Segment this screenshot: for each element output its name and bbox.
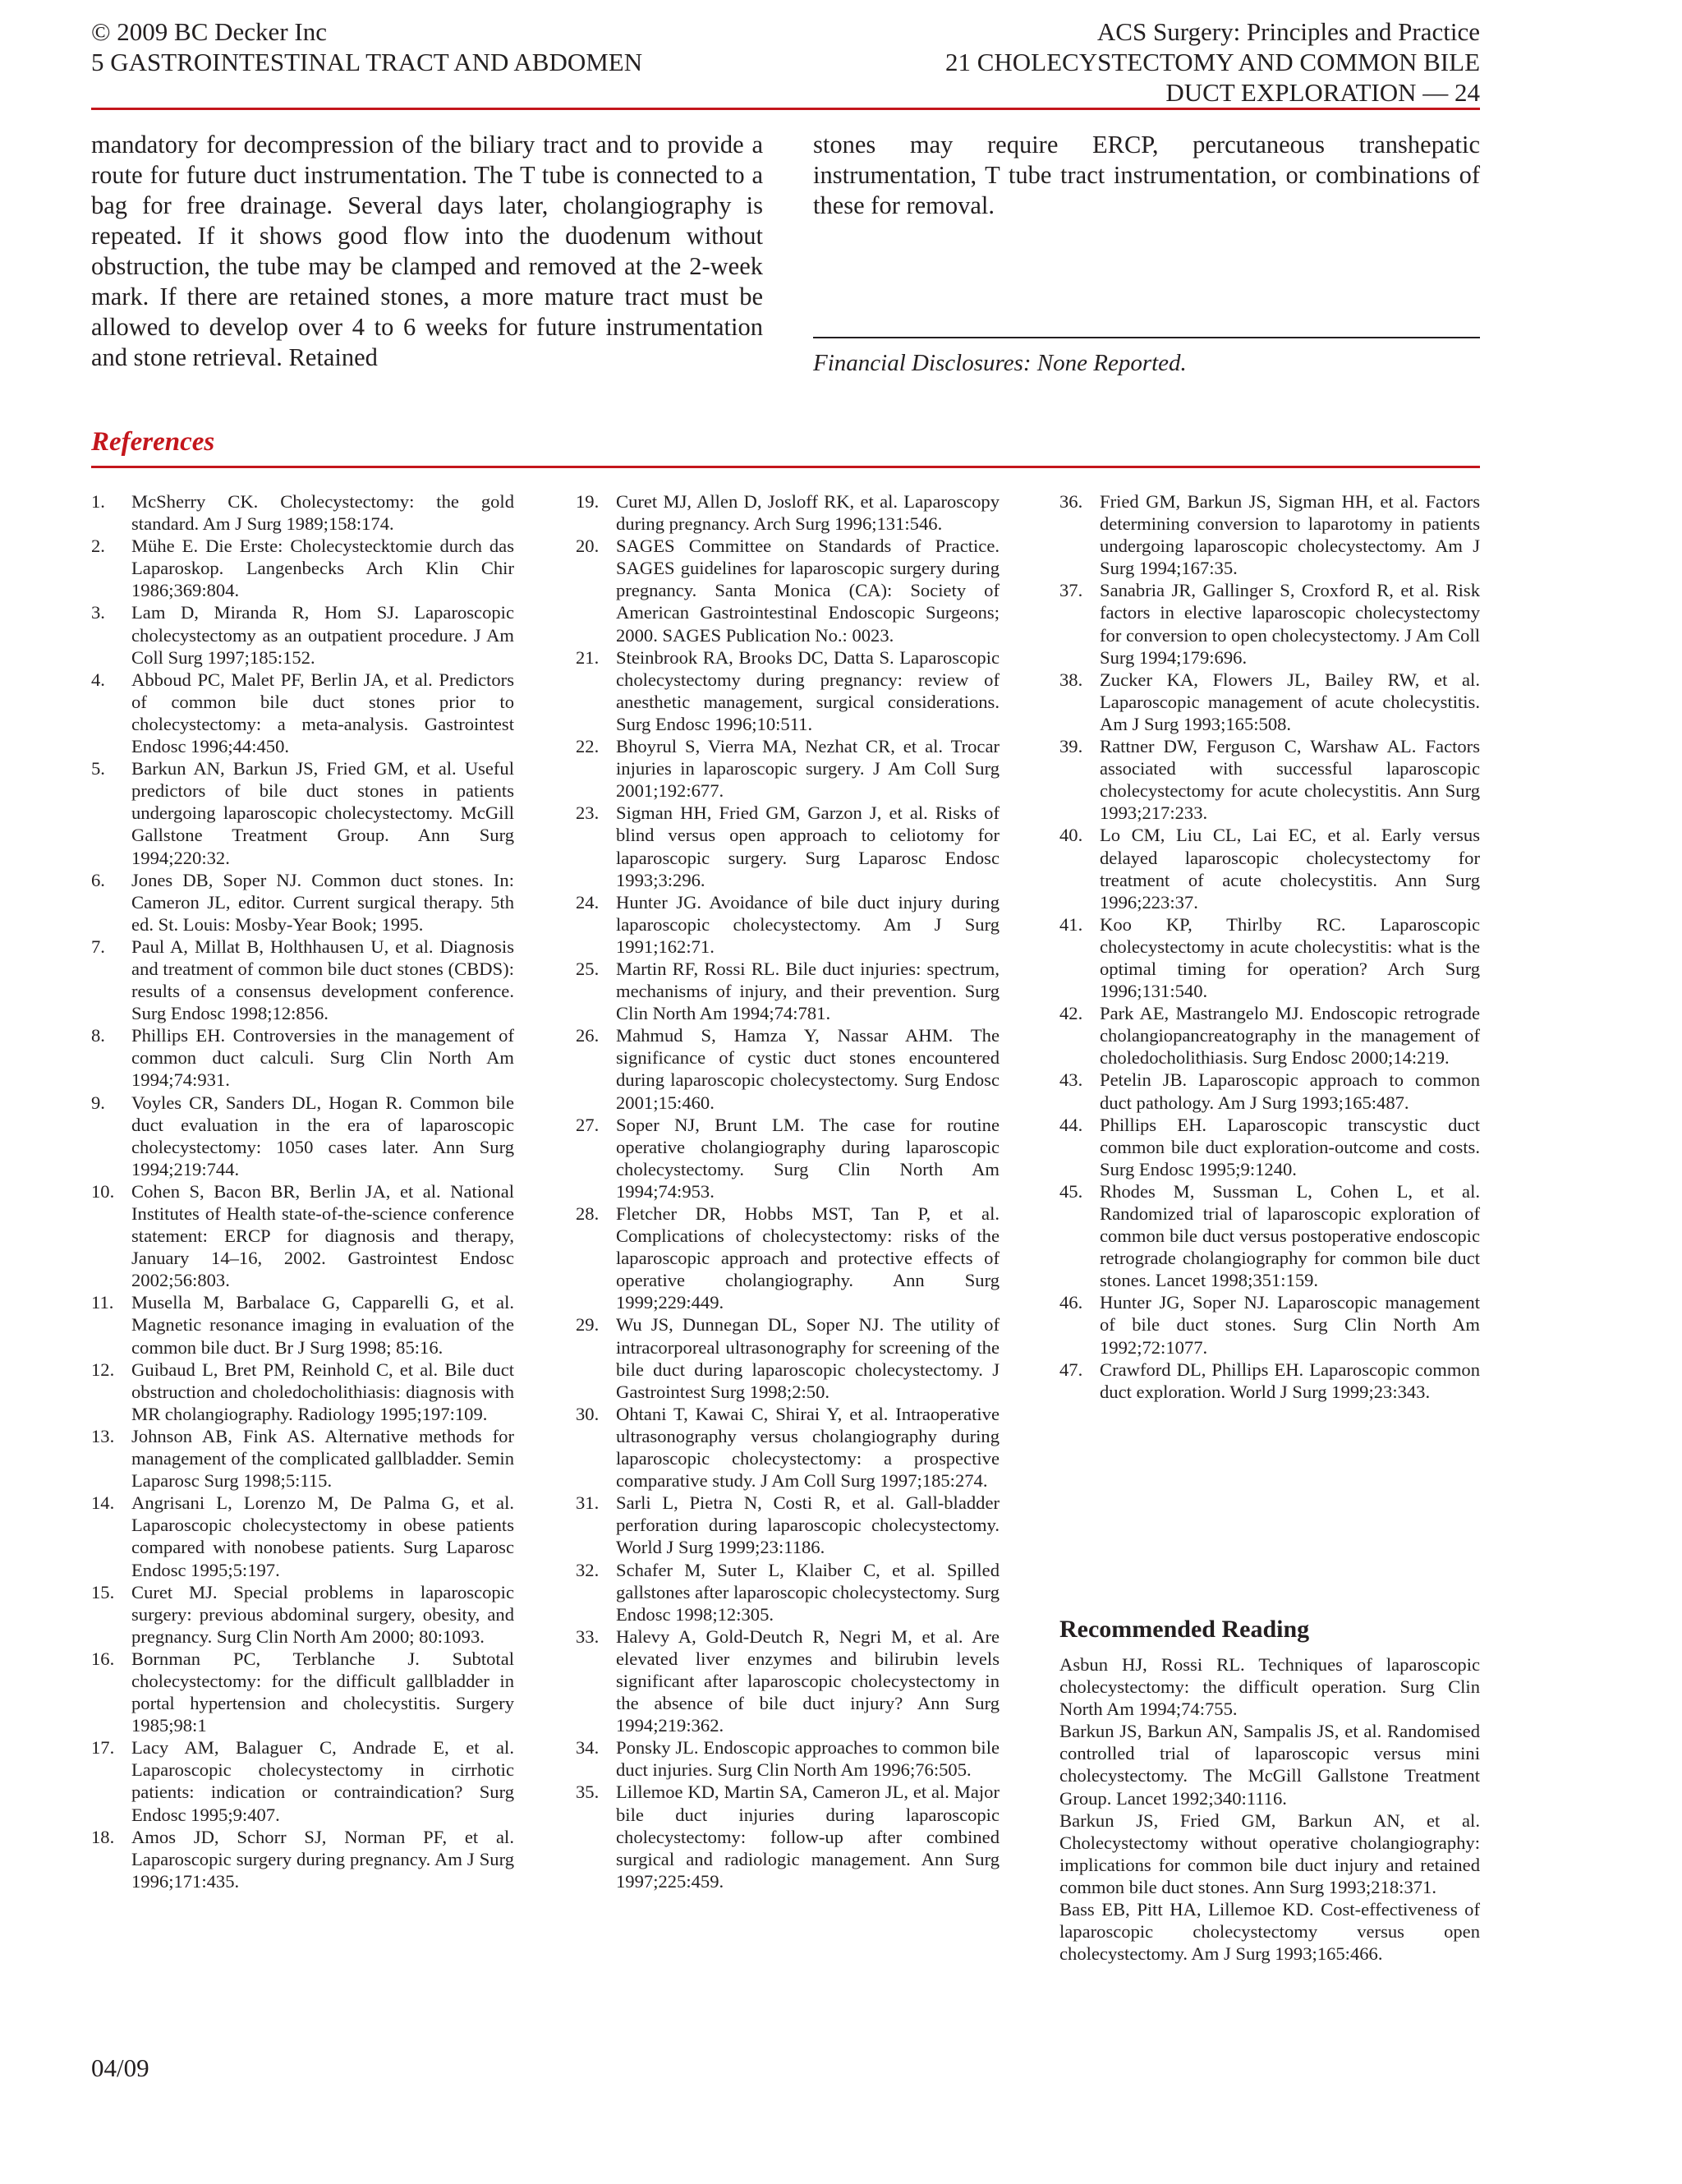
reference-text: Curet MJ, Allen D, Josloff RK, et al. Laparoscopy during pregnancy. Arch Surg 1996;131:546. <box>616 491 1000 535</box>
body-text-left: mandatory for decompression of the biliary tract and to provide a route for future duct instrumentation. The T tube is connected to a bag for free drainage. Several days later, cholangiography is repeated. If it shows good flow into the duodenum without obstruction, the tube may be clamped and removed at the 2-week mark. If there are retained stones, a more mature tract must be allowed to develop over 4 to 6 weeks for future instrumentation and stone retrieval. Retained <box>91 131 763 371</box>
reference-item <box>91 1359 514 1425</box>
reference-number: 25. <box>576 958 600 979</box>
reference-item <box>1059 1291 1480 1358</box>
reference-item <box>91 1180 514 1291</box>
reference-text: Lam D, Miranda R, Hom SJ. Laparoscopic cholecystectomy as an outpatient procedure. J Am Coll Surg 1997;185:152. <box>131 602 514 668</box>
book-title: ACS Surgery: Principles and Practice <box>1096 17 1480 46</box>
reference-text: Hunter JG. Avoidance of bile duct injury during laparoscopic cholecystectomy. Am J Surg 1991;162:71. <box>616 891 1000 957</box>
reference-item <box>91 1024 514 1091</box>
reference-item <box>91 601 514 668</box>
reference-text: McSherry CK. Cholecystectomy: the gold standard. Am J Surg 1989;158:174. <box>131 491 514 535</box>
recommended-reading-heading: Recommended Reading <box>1059 1616 1310 1643</box>
reference-item <box>1059 824 1480 913</box>
reference-item <box>576 1313 1000 1402</box>
reference-item <box>576 1114 1000 1202</box>
reference-text: Steinbrook RA, Brooks DC, Datta S. Laparoscopic cholecystectomy during pregnancy: review of anesthetic management, surgical considerations. Surg Endosc 1996;10:511. <box>616 646 1000 734</box>
reference-number: 5. <box>91 758 105 779</box>
reference-number: 16. <box>91 1648 115 1669</box>
reference-item <box>576 735 1000 802</box>
reference-text: Rattner DW, Ferguson C, Warshaw AL. Factors associated with successful laparoscopic cholecystectomy for acute cholecystitis. Ann Surg 1993;217:233. <box>1100 736 1480 824</box>
reference-text: Amos JD, Schorr SJ, Norman PF, et al. Laparoscopic surgery during pregnancy. Am J Surg 1996;171:435. <box>131 1826 514 1892</box>
reference-item <box>576 1625 1000 1736</box>
reference-item <box>576 1202 1000 1313</box>
recommended-reading-list <box>1059 1653 1480 1965</box>
reference-number: 7. <box>91 936 105 957</box>
chapter-title-line-1: 21 CHOLECYSTECTOMY AND COMMON BILE <box>944 48 1480 76</box>
reference-item <box>1059 1002 1480 1069</box>
reference-number: 46. <box>1059 1292 1083 1313</box>
references-heading: References <box>91 427 215 457</box>
reference-text: Jones DB, Soper NJ. Common duct stones. In: Cameron JL, editor. Current surgical therapy. 5th ed. St. Louis: Mosby-Year Book; 1995. <box>131 869 514 935</box>
reference-item <box>1059 1114 1480 1180</box>
reference-number: 6. <box>91 869 105 890</box>
reference-text: Phillips EH. Controversies in the management of common duct calculi. Surg Clin North Am 1994;74:931. <box>131 1025 514 1091</box>
reference-text: Cohen S, Bacon BR, Berlin JA, et al. National Institutes of Health state-of-the-science conference statement: ERCP for diagnosis and therapy, January 14–16, 2002. Gastrointest Endosc 2002;56:803. <box>131 1180 514 1291</box>
reference-text: Abboud PC, Malet PF, Berlin JA, et al. Predictors of common bile duct stones prior to cholecystectomy: a meta-analysis. Gastrointest Endosc 1996;44:450. <box>131 669 514 757</box>
reference-item <box>576 1403 1000 1492</box>
reference-item <box>1059 669 1480 735</box>
reference-item <box>576 958 1000 1024</box>
reference-item <box>576 1559 1000 1625</box>
reference-number: 42. <box>1059 1003 1083 1024</box>
reference-number: 34. <box>576 1737 600 1759</box>
reference-text: Rhodes M, Sussman L, Cohen L, et al. Randomized trial of laparoscopic exploration of common bile duct versus postoperative endoscopic retrograde cholangiography for common bile duct stones. Lancet 1998;351:159. <box>1100 1180 1480 1291</box>
reference-item <box>91 490 514 535</box>
reference-number: 47. <box>1059 1359 1083 1380</box>
reference-number: 1. <box>91 491 105 512</box>
reference-number: 28. <box>576 1203 600 1224</box>
reference-number: 23. <box>576 802 600 824</box>
reference-item <box>91 1648 514 1736</box>
reference-item <box>91 1291 514 1358</box>
reference-item <box>1059 1180 1480 1291</box>
reference-text: Wu JS, Dunnegan DL, Soper NJ. The utility of intracorporeal ultrasonography for screening of the bile duct during laparoscopic cholecystectomy. J Gastrointest Surg 1998;2:50. <box>616 1314 1000 1402</box>
reference-item <box>576 535 1000 646</box>
reference-text: Sanabria JR, Gallinger S, Croxford R, et al. Risk factors in elective laparoscopic cholecystectomy for conversion to open cholecystectomy. J Am Coll Surg 1994;179:696. <box>1100 580 1480 668</box>
section-title: 5 GASTROINTESTINAL TRACT AND ABDOMEN <box>91 48 643 76</box>
reference-number: 26. <box>576 1025 600 1046</box>
reference-text: Park AE, Mastrangelo MJ. Endoscopic retrograde cholangiopancreatography in the management of choledocholithiasis. Surg Endosc 2000;14:219. <box>1100 1003 1480 1069</box>
copyright-line: © 2009 BC Decker Inc <box>91 17 327 46</box>
reference-text: Koo KP, Thirlby RC. Laparoscopic cholecystectomy in acute cholecystitis: what is the optimal timing for operation? Arch Surg 1996;131:540. <box>1100 913 1480 1002</box>
reference-item <box>91 1581 514 1648</box>
reference-item <box>1059 1069 1480 1113</box>
reference-number: 29. <box>576 1314 600 1336</box>
reference-item <box>91 1425 514 1492</box>
reference-text: Bhoyrul S, Vierra MA, Nezhat CR, et al. Trocar injuries in laparoscopic surgery. J Am Coll Surg 2001;192:677. <box>616 736 1000 802</box>
running-header-right <box>945 16 1480 108</box>
reference-number: 21. <box>576 646 600 668</box>
references-column-1 <box>91 490 514 1892</box>
reference-text: Crawford DL, Phillips EH. Laparoscopic common duct exploration. World J Surg 1999;23:343. <box>1100 1359 1480 1402</box>
reference-text: Angrisani L, Lorenzo M, De Palma G, et al. Laparoscopic cholecystectomy in obese patients compared with nonobese patients. Surg Laparosc Endosc 1995;5:197. <box>131 1492 514 1580</box>
recommended-item: Bass EB, Pitt HA, Lillemoe KD. Cost-effectiveness of laparoscopic cholecystectomy versus open cholecystectomy. Am J Surg 1993;165:466. <box>1059 1899 1480 1965</box>
reference-item <box>91 1826 514 1892</box>
reference-number: 14. <box>91 1492 115 1514</box>
reference-item <box>576 891 1000 958</box>
reference-text: Fried GM, Barkun JS, Sigman HH, et al. Factors determining conversion to laparotomy in patients undergoing laparoscopic cholecystectomy. Am J Surg 1994;167:35. <box>1100 491 1480 579</box>
reference-number: 18. <box>91 1826 115 1847</box>
reference-text: Zucker KA, Flowers JL, Bailey RW, et al. Laparoscopic management of acute cholecystitis. Am J Surg 1993;165:508. <box>1100 669 1480 734</box>
reference-item <box>1059 735 1480 824</box>
reference-number: 2. <box>91 536 105 557</box>
reference-text: Ohtani T, Kawai C, Shirai Y, et al. Intraoperative ultrasonography versus cholangiography during laparoscopic cholecystectomy: a prospective comparative study. J Am Coll Surg 1997;185:274. <box>616 1403 1000 1492</box>
reference-item <box>1059 490 1480 579</box>
reference-number: 41. <box>1059 913 1083 935</box>
reference-number: 17. <box>91 1737 115 1759</box>
reference-number: 40. <box>1059 825 1083 846</box>
reference-number: 31. <box>576 1492 600 1514</box>
reference-text: Voyles CR, Sanders DL, Hogan R. Common bile duct evaluation in the era of laparoscopic cholecystectomy: 1050 cases later. Ann Surg 1994;219:744. <box>131 1092 514 1179</box>
reference-number: 15. <box>91 1581 115 1602</box>
reference-item <box>91 1092 514 1180</box>
reference-item <box>576 1024 1000 1113</box>
reference-text: Phillips EH. Laparoscopic transcystic duct common bile duct exploration-outcome and costs. Surg Endosc 1995;9:1240. <box>1100 1114 1480 1179</box>
reference-text: Barkun AN, Barkun JS, Fried GM, et al. Useful predictors of bile duct stones in patients undergoing laparoscopic cholecystectomy. McGill Gallstone Treatment Group. Ann Surg 1994;220:32. <box>131 758 514 868</box>
reference-text: Lillemoe KD, Martin SA, Cameron JL, et al. Major bile duct injuries during laparoscopic cholecystectomy: follow-up after combined surgical and radiologic management. Ann Surg 1997;225:459. <box>616 1782 1000 1892</box>
reference-number: 20. <box>576 536 600 557</box>
reference-number: 44. <box>1059 1114 1083 1135</box>
reference-item <box>576 1492 1000 1558</box>
disclosure-rule <box>813 337 1480 338</box>
reference-text: Guibaud L, Bret PM, Reinhold C, et al. Bile duct obstruction and choledocholithiasis: diagnosis with MR cholangiography. Radiology 1995;197:109. <box>131 1359 514 1424</box>
issue-date: 04/09 <box>91 2053 149 2082</box>
reference-number: 24. <box>576 891 600 913</box>
body-text-right: stones may require ERCP, percutaneous transhepatic instrumentation, T tube tract instrumentation, or combinations of these for removal. <box>813 131 1480 219</box>
reference-item <box>91 757 514 868</box>
reference-text: Fletcher DR, Hobbs MST, Tan P, et al. Complications of cholecystectomy: risks of the laparoscopic approach and protective effects of operative cholangiography. Ann Surg 1999;229:449. <box>616 1203 1000 1313</box>
reference-number: 3. <box>91 602 105 623</box>
reference-item <box>576 490 1000 535</box>
reference-number: 30. <box>576 1403 600 1424</box>
reference-text: Paul A, Millat B, Holthhausen U, et al. Diagnosis and treatment of common bile duct stones (CBDS): results of a consensus development conference. Surg Endosc 1998;12:856. <box>131 936 514 1024</box>
reference-item <box>576 646 1000 735</box>
reference-text: Soper NJ, Brunt LM. The case for routine operative cholangiography during laparoscopic cholecystectomy. Surg Clin North Am 1994;74:953. <box>616 1114 1000 1202</box>
reference-number: 33. <box>576 1625 600 1647</box>
reference-number: 35. <box>576 1782 600 1803</box>
reference-text: Martin RF, Rossi RL. Bile duct injuries: spectrum, mechanisms of injury, and their prevention. Surg Clin North Am 1994;74:781. <box>616 958 1000 1024</box>
reference-item <box>91 869 514 936</box>
reference-item <box>576 1736 1000 1781</box>
recommended-item: Barkun JS, Barkun AN, Sampalis JS, et al. Randomised controlled trial of laparoscopic versus mini cholecystectomy. The McGill Gallstone Treatment Group. Lancet 1992;340:1116. <box>1059 1721 1480 1809</box>
reference-number: 32. <box>576 1559 600 1580</box>
reference-number: 10. <box>91 1180 115 1202</box>
reference-number: 4. <box>91 669 105 690</box>
reference-text: SAGES Committee on Standards of Practice. SAGES guidelines for laparoscopic surgery during pregnancy. Santa Monica (CA): Society of American Gastrointestinal Endoscopic Surgeons; 2000. SAGES Publication No.: 0023. <box>616 536 1000 646</box>
reference-text: Ponsky JL. Endoscopic approaches to common bile duct injuries. Surg Clin North Am 1996;76:505. <box>616 1737 1000 1781</box>
reference-item <box>1059 579 1480 668</box>
reference-item <box>1059 913 1480 1002</box>
reference-number: 13. <box>91 1425 115 1446</box>
reference-text: Mahmud S, Hamza Y, Nassar AHM. The significance of cystic duct stones encountered during laparoscopic cholecystectomy. Surg Endosc 2001;15:460. <box>616 1025 1000 1113</box>
reference-number: 19. <box>576 491 600 512</box>
reference-item <box>91 1492 514 1580</box>
reference-number: 39. <box>1059 736 1083 757</box>
references-rule <box>91 466 1480 468</box>
reference-text: Mühe E. Die Erste: Cholecystecktomie durch das Laparoskop. Langenbecks Arch Klin Chir 1986;369:804. <box>131 536 514 601</box>
references-column-2 <box>576 490 1000 1892</box>
reference-number: 43. <box>1059 1069 1083 1091</box>
running-header-left <box>91 16 642 77</box>
reference-number: 11. <box>91 1292 114 1313</box>
reference-text: Sarli L, Pietra N, Costi R, et al. Gall-bladder perforation during laparoscopic cholecystectomy. World J Surg 1999;23:1186. <box>616 1492 1000 1558</box>
recommended-item: Barkun JS, Fried GM, Barkun AN, et al. Cholecystectomy without operative cholangiography: implications for common bile duct injury and retained common bile duct stones. Ann Surg 1993;218:371. <box>1059 1809 1480 1897</box>
reference-item <box>1059 1359 1480 1403</box>
reference-text: Johnson AB, Fink AS. Alternative methods for management of the complicated gallbladder. Semin Laparosc Surg 1998;5:115. <box>131 1425 514 1492</box>
chapter-title-line-2: DUCT EXPLORATION — 24 <box>1165 78 1480 107</box>
reference-number: 22. <box>576 736 600 757</box>
reference-item <box>576 1781 1000 1892</box>
reference-item <box>91 1736 514 1825</box>
reference-text: Petelin JB. Laparoscopic approach to common duct pathology. Am J Surg 1993;165:487. <box>1100 1069 1480 1113</box>
reference-text: Schafer M, Suter L, Klaiber C, et al. Spilled gallstones after laparoscopic cholecystectomy. Surg Endosc 1998;12:305. <box>616 1559 1000 1625</box>
reference-item <box>576 802 1000 890</box>
reference-text: Musella M, Barbalace G, Capparelli G, et al. Magnetic resonance imaging in evaluation of the common bile duct. Br J Surg 1998; 85:16. <box>131 1292 514 1358</box>
reference-number: 36. <box>1059 491 1083 512</box>
reference-text: Halevy A, Gold-Deutch R, Negri M, et al. Are elevated liver enzymes and bilirubin levels significant after laparoscopic cholecystectomy in the absence of bile duct injury? Ann Surg 1994;219:362. <box>616 1625 1000 1736</box>
reference-item <box>91 669 514 757</box>
reference-item <box>91 535 514 601</box>
recommended-item: Asbun HJ, Rossi RL. Techniques of laparoscopic cholecystectomy: the difficult operation. Surg Clin North Am 1994;74:755. <box>1059 1654 1480 1720</box>
financial-disclosure: Financial Disclosures: None Reported. <box>813 350 1187 376</box>
reference-number: 12. <box>91 1359 115 1380</box>
reference-text: Lacy AM, Balaguer C, Andrade E, et al. Laparoscopic cholecystectomy in cirrhotic patients: indication or contraindication? Surg Endosc 1995;9:407. <box>131 1737 514 1825</box>
reference-number: 45. <box>1059 1180 1083 1202</box>
reference-text: Lo CM, Liu CL, Lai EC, et al. Early versus delayed laparoscopic cholecystectomy for treatment of acute cholecystitis. Ann Surg 1996;223:37. <box>1100 825 1480 913</box>
references-column-3 <box>1059 490 1480 1403</box>
reference-text: Curet MJ. Special problems in laparoscopic surgery: previous abdominal surgery, obesity, and pregnancy. Surg Clin North Am 2000; 80:1093. <box>131 1581 514 1647</box>
reference-number: 9. <box>91 1092 105 1113</box>
reference-number: 27. <box>576 1114 600 1135</box>
reference-text: Bornman PC, Terblanche J. Subtotal cholecystectomy: for the difficult gallbladder in portal hypertension and cholecystitis. Surgery 1985;98:1 <box>131 1648 514 1736</box>
reference-number: 37. <box>1059 580 1083 601</box>
header-rule <box>91 108 1480 110</box>
reference-text: Sigman HH, Fried GM, Garzon J, et al. Risks of blind versus open approach to celiotomy for laparoscopic surgery. Surg Laparosc Endosc 1993;3:296. <box>616 802 1000 890</box>
reference-text: Hunter JG, Soper NJ. Laparoscopic management of bile duct stones. Surg Clin North Am 1992;72:1077. <box>1100 1292 1480 1358</box>
reference-item <box>91 936 514 1024</box>
reference-number: 8. <box>91 1025 105 1046</box>
reference-number: 38. <box>1059 669 1083 690</box>
